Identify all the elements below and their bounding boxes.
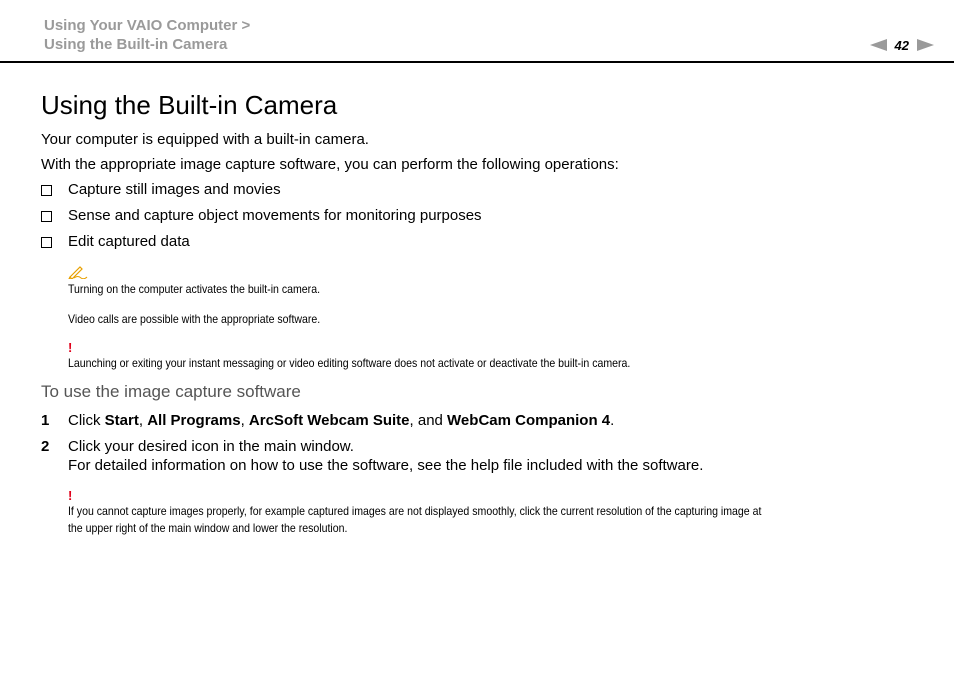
warning-block [68,489,921,537]
warning-icon: ! [68,340,73,355]
menu-all-programs: All Programs [147,412,241,429]
header-divider [0,61,954,63]
checkbox-bullet-icon [41,237,52,248]
note-text: Turning on the computer activates the built-in camera. [68,282,321,296]
warning-icon: ! [68,488,73,503]
list-item: Sense and capture object movements for monitoring purposes [41,207,921,225]
checkbox-bullet-icon [41,211,52,222]
menu-webcam-companion: WebCam Companion 4 [447,412,611,429]
intro-text-operations: With the appropriate image capture software, you can perform the following operations: [41,156,619,173]
warning-text: the upper right of the main window and lower the resolution. [68,521,348,535]
breadcrumb-parent[interactable]: Using Your VAIO Computer > [44,17,251,34]
note-text: Video calls are possible with the appropriate software. [68,312,321,326]
main-content [41,88,921,537]
previous-page-icon[interactable] [870,39,887,51]
list-item: Edit captured data [41,233,921,251]
warning-text: If you cannot capture images properly, for example captured images are not displayed smoothly, click the current resolution of the capturing image at [68,504,762,518]
next-page-icon[interactable] [917,39,934,51]
step-item: 2 Click your desired icon in the main window. For detailed information on how to use the software, see the help file included with the software. [41,438,704,474]
breadcrumb [44,16,250,54]
intro-text: Your computer is equipped with a built-in camera. [41,131,369,148]
page-navigation [870,36,934,54]
steps-list [41,411,921,475]
operations-list [41,181,921,251]
step-number: 1 [41,412,50,429]
section-heading: To use the image capture software [41,382,301,401]
note-block [68,265,921,372]
pencil-note-icon [68,265,921,281]
warning-text: Launching or exiting your instant messaging or video editing software does not activate or deactivate the built-in camera. [68,356,631,370]
step-number: 2 [41,438,50,455]
page-title: Using the Built-in Camera [41,90,338,120]
breadcrumb-current: Using the Built-in Camera [44,36,228,53]
list-item: Capture still images and movies [41,181,921,199]
checkbox-bullet-icon [41,185,52,196]
page-number: 42 [894,37,909,53]
menu-start: Start [104,412,139,429]
step-item: 1 Click Start, All Programs, ArcSoft Webcam Suite, and WebCam Companion 4. [41,412,615,429]
menu-arcsoft-webcam-suite: ArcSoft Webcam Suite [248,412,410,429]
